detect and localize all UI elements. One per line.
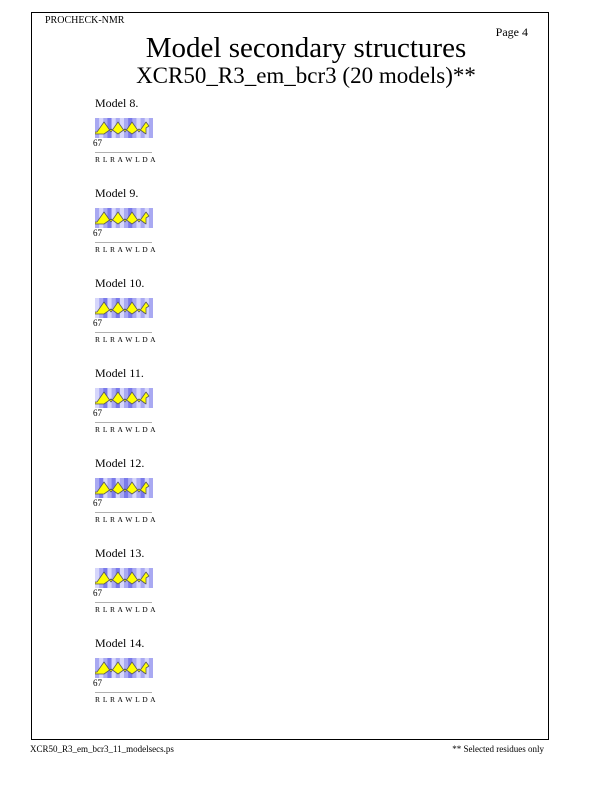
residue-sequence: R L R A W L D A xyxy=(95,425,157,434)
model-block xyxy=(95,636,215,716)
model-block xyxy=(95,366,215,446)
residue-shade-cell xyxy=(149,298,153,318)
divider xyxy=(95,692,152,693)
residue-sequence: R L R A W L D A xyxy=(95,335,157,344)
start-residue-number: 67 xyxy=(93,678,102,688)
program-name: PROCHECK-NMR xyxy=(45,15,125,26)
footer-note: ** Selected residues only xyxy=(452,744,544,754)
page-number: Page 4 xyxy=(495,25,528,39)
model-block xyxy=(95,456,215,536)
divider xyxy=(95,332,152,333)
residue-shade-cell xyxy=(95,298,99,318)
model-name: Model 14. xyxy=(95,636,145,650)
residue-shade-cell xyxy=(95,118,99,138)
secondary-structure-strip xyxy=(95,118,153,138)
residue-sequence: R L R A W L D A xyxy=(95,605,157,614)
divider xyxy=(95,152,152,153)
residue-shade-cell xyxy=(149,478,153,498)
residue-shade-cell xyxy=(95,658,99,678)
model-name: Model 11. xyxy=(95,366,144,380)
residue-shade-cell xyxy=(136,298,140,318)
residue-shade-cell xyxy=(136,658,140,678)
residue-shade-cell xyxy=(149,658,153,678)
residue-shade-cell xyxy=(149,388,153,408)
divider xyxy=(95,422,152,423)
residue-shade-cell xyxy=(95,388,99,408)
residue-shade-cell xyxy=(136,388,140,408)
residue-sequence: R L R A W L D A xyxy=(95,515,157,524)
residue-shade-cell xyxy=(136,208,140,228)
secondary-structure-strip xyxy=(95,208,153,228)
start-residue-number: 67 xyxy=(93,138,102,148)
page-title: Model secondary structures xyxy=(145,32,467,64)
secondary-structure-strip xyxy=(95,478,153,498)
model-block xyxy=(95,276,215,356)
model-name: Model 8. xyxy=(95,96,139,110)
model-name: Model 10. xyxy=(95,276,145,290)
residue-shade-cell xyxy=(136,478,140,498)
model-block xyxy=(95,96,215,176)
residue-shade-cell xyxy=(149,118,153,138)
residue-shade-cell xyxy=(136,568,140,588)
start-residue-number: 67 xyxy=(93,228,102,238)
secondary-structure-strip xyxy=(95,388,153,408)
model-block xyxy=(95,186,215,266)
residue-shade-cell xyxy=(95,478,99,498)
start-residue-number: 67 xyxy=(93,318,102,328)
secondary-structure-strip xyxy=(95,298,153,318)
residue-sequence: R L R A W L D A xyxy=(95,155,157,164)
residue-sequence: R L R A W L D A xyxy=(95,695,157,704)
residue-shade-cell xyxy=(149,208,153,228)
page-subtitle: XCR50_R3_em_bcr3 (20 models)** xyxy=(136,63,476,88)
residue-shade-cell xyxy=(95,568,99,588)
residue-shade-cell xyxy=(149,568,153,588)
model-name: Model 13. xyxy=(95,546,145,560)
start-residue-number: 67 xyxy=(93,498,102,508)
footer-filename: XCR50_R3_em_bcr3_11_modelsecs.ps xyxy=(30,744,174,754)
residue-shade-cell xyxy=(95,208,99,228)
divider xyxy=(95,242,152,243)
model-block xyxy=(95,546,215,626)
divider xyxy=(95,602,152,603)
model-name: Model 9. xyxy=(95,186,139,200)
residue-sequence: R L R A W L D A xyxy=(95,245,157,254)
divider xyxy=(95,512,152,513)
model-name: Model 12. xyxy=(95,456,145,470)
start-residue-number: 67 xyxy=(93,588,102,598)
secondary-structure-strip xyxy=(95,658,153,678)
start-residue-number: 67 xyxy=(93,408,102,418)
residue-shade-cell xyxy=(136,118,140,138)
secondary-structure-strip xyxy=(95,568,153,588)
